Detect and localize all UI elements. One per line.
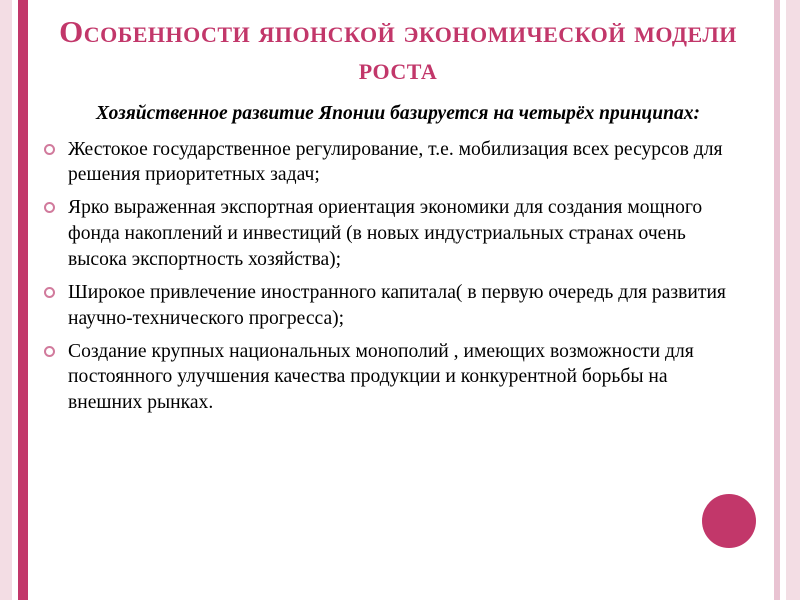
circle-bullet-icon — [44, 202, 55, 213]
list-item — [42, 195, 744, 273]
circle-bullet-icon — [44, 287, 55, 298]
list-item-text: Создание крупных национальных монополий , имеющих возможности для постоянного улучшения качества продукции и конкурентной борьбы на внешних рынках. — [68, 340, 694, 414]
bullet-list — [42, 137, 744, 417]
left-inner-decor-bar — [18, 0, 28, 600]
right-inner-decor-bar — [774, 0, 780, 600]
right-outer-decor-bar — [786, 0, 800, 600]
slide-title: Особенности японской экономической модели роста — [59, 14, 737, 86]
list-item-text: Ярко выраженная экспортная ориентация экономики для создания мощного фонда накоплений и инвестиций (в новых индустриальных странах очень высока экспортность хозяйства); — [68, 197, 703, 270]
list-item — [42, 280, 744, 332]
slide-subtitle: Хозяйственное развитие Японии базируется на четырёх принципах: — [96, 103, 700, 125]
list-item — [42, 137, 744, 189]
list-item — [42, 339, 744, 417]
left-outer-decor-bar — [0, 0, 12, 600]
list-item-text: Жестокое государственное регулирование, т.е. мобилизация всех ресурсов для решения приоритетных задач; — [68, 138, 723, 186]
slide-content — [34, 0, 774, 600]
circle-bullet-icon — [44, 346, 55, 357]
decorative-circle — [702, 494, 756, 548]
list-item-text: Широкое привлечение иностранного капитала( в первую очередь для развития научно-технического прогресса); — [68, 281, 726, 329]
circle-bullet-icon — [44, 144, 55, 155]
